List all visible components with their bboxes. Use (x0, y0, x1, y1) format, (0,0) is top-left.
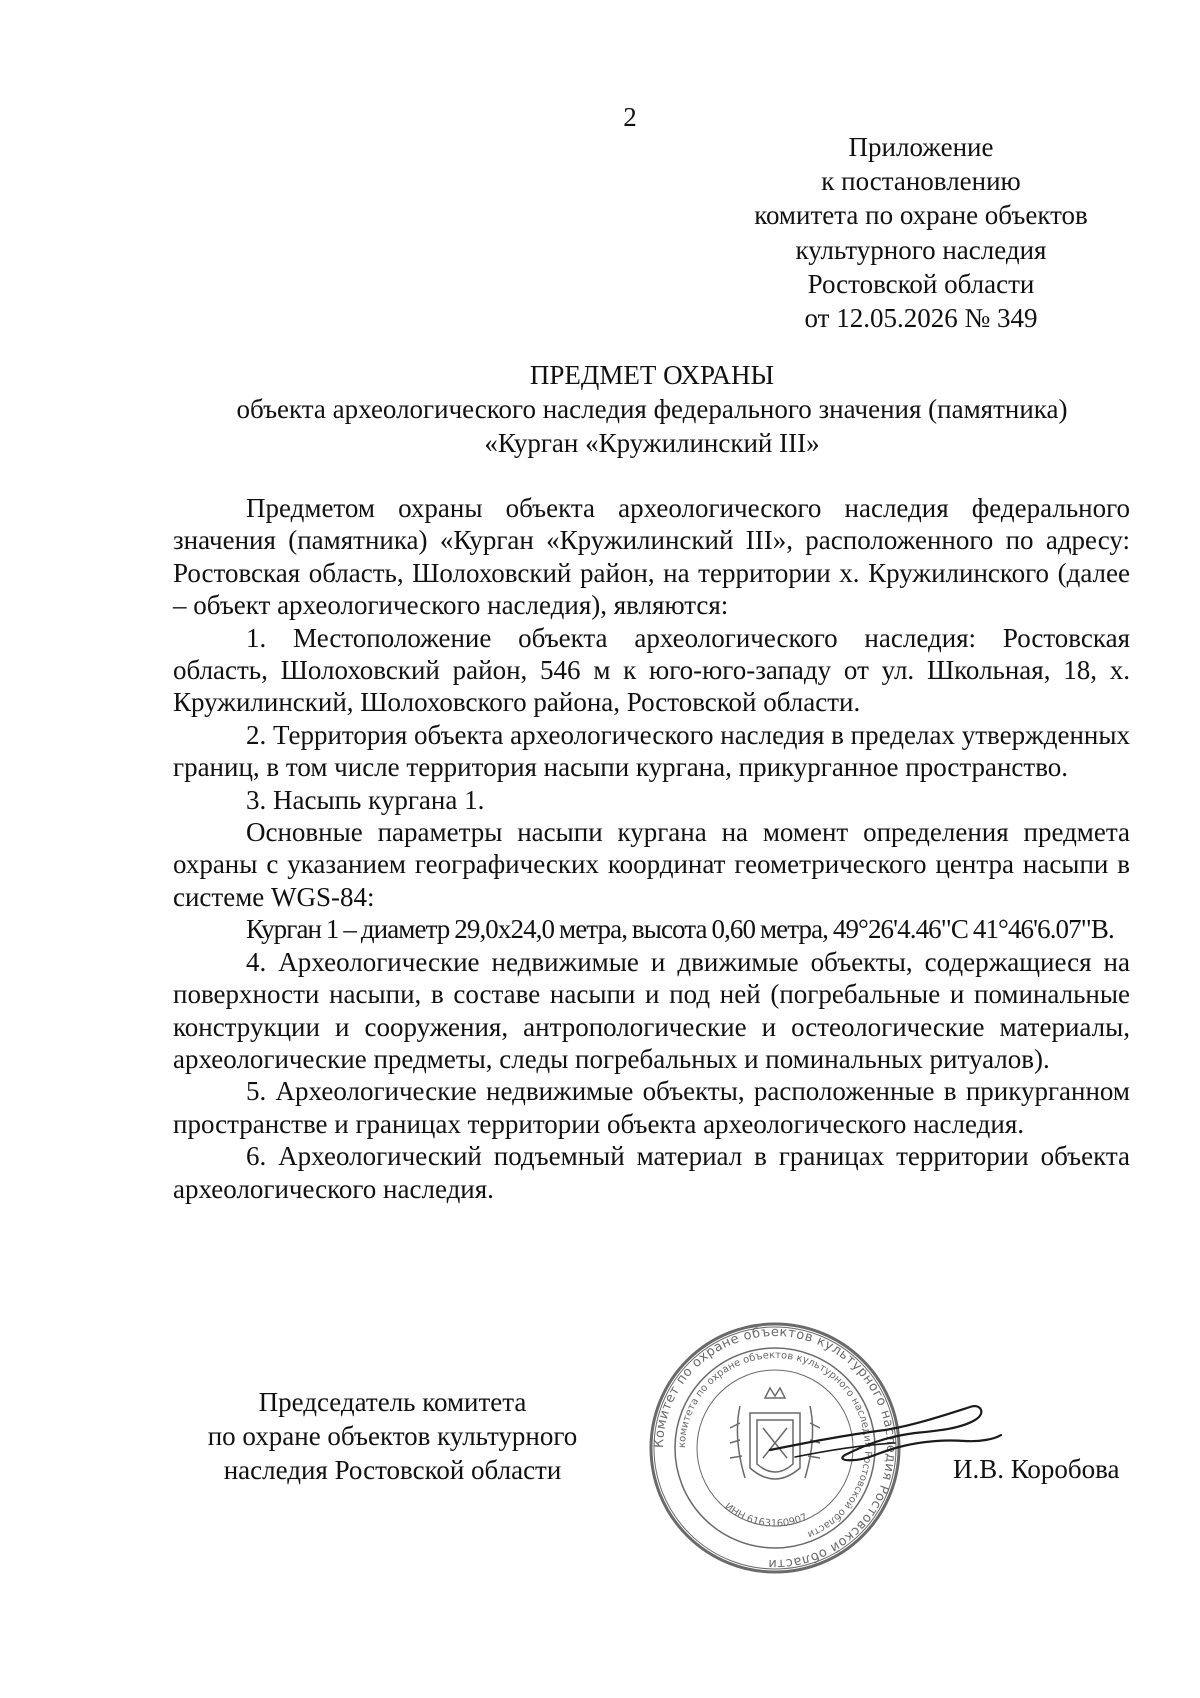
title-line: «Курган «Кружилинский III» (484, 428, 820, 459)
signer-position-line: по охране объектов культурного (207, 1421, 578, 1452)
document-title (172, 358, 1132, 461)
body-paragraph: 2. Территория объекта археологического наследия в пределах утвержденных границ, в том числе территория насыпи кургана, прикурганное пространство. (173, 719, 1130, 783)
body-paragraph: Предметом охраны объекта археологического наследия федерального значения (памятника) «Курган «Кружилинский III», расположенного по адресу: Ростовская область, Шолоховский район, на территории х. Кружилинского (далее – объект археологического наследия), являются: (173, 493, 1130, 621)
signer-position-line: наследия Ростовской области (223, 1455, 562, 1486)
appendix-header (705, 130, 1137, 335)
stamp-bottom-text: ИНН 6163160907 (722, 1501, 810, 1530)
svg-text:ИНН 6163160907 (722, 1501, 809, 1529)
signer-position (190, 1385, 595, 1488)
body-paragraph: 5. Археологические недвижимые объекты, расположенные в прикурганном пространстве и границах территории объекта археологического наследия. (173, 1076, 1130, 1139)
appendix-line: Приложение (848, 132, 994, 162)
body-paragraph: 3. Насыпь кургана 1. (246, 784, 485, 815)
stamp-outer-text: Комитет по охране объектов культурного наследия Ростовской области (651, 1324, 899, 1572)
body-paragraph: 4. Археологические недвижимые и движимые объекты, содержащиеся на поверхности насыпи, в составе насыпи и под ней (погребальные и поминальные конструкции и сооружения, антропологические и остеологические материалы, археологические предметы, следы погребальных и поминальных ритуалов). (173, 946, 1130, 1074)
body-paragraph: 1. Местоположение объекта археологического наследия: Ростовская область, Шолоховский район, 546 м к юго-юго-западу от ул. Школьная, 18, х. Кружилинский, Шолоховского района, Ростовской области. (173, 622, 1130, 718)
appendix-line: культурного наследия (795, 234, 1047, 265)
body-paragraph: 6. Археологический подъемный материал в границах территории объекта археологического наследия. (173, 1141, 1130, 1204)
stamp-inner-text: комитета по охране объектов культурного наследия Ростовской области (676, 1349, 874, 1540)
body-paragraph: Основные параметры насыпи кургана на момент определения предмета охраны с указанием географических координат геометрического центра насыпи в системе WGS-84: (173, 817, 1130, 912)
appendix-line: комитета по охране объектов (754, 200, 1088, 231)
signer-position-line: Председатель комитета (258, 1387, 527, 1417)
body-paragraph-coordinates: Курган 1 – диаметр 29,0х24,0 метра, высота 0,60 метра, 49°26'4.46"С 41°46'6.07"В. (246, 914, 1114, 945)
page-number: 2 (623, 102, 637, 132)
title-heading: ПРЕДМЕТ ОХРАНЫ (529, 360, 775, 390)
appendix-line: от 12.05.2026 № 349 (804, 303, 1038, 334)
title-line: объекта археологического наследия федерального значения (памятника) (236, 394, 1068, 425)
signer-name: И.В. Коробова (953, 1454, 1120, 1484)
document-body (173, 492, 1130, 1205)
appendix-line: Ростовской области (807, 268, 1035, 299)
appendix-line: к постановлению (821, 166, 1021, 197)
